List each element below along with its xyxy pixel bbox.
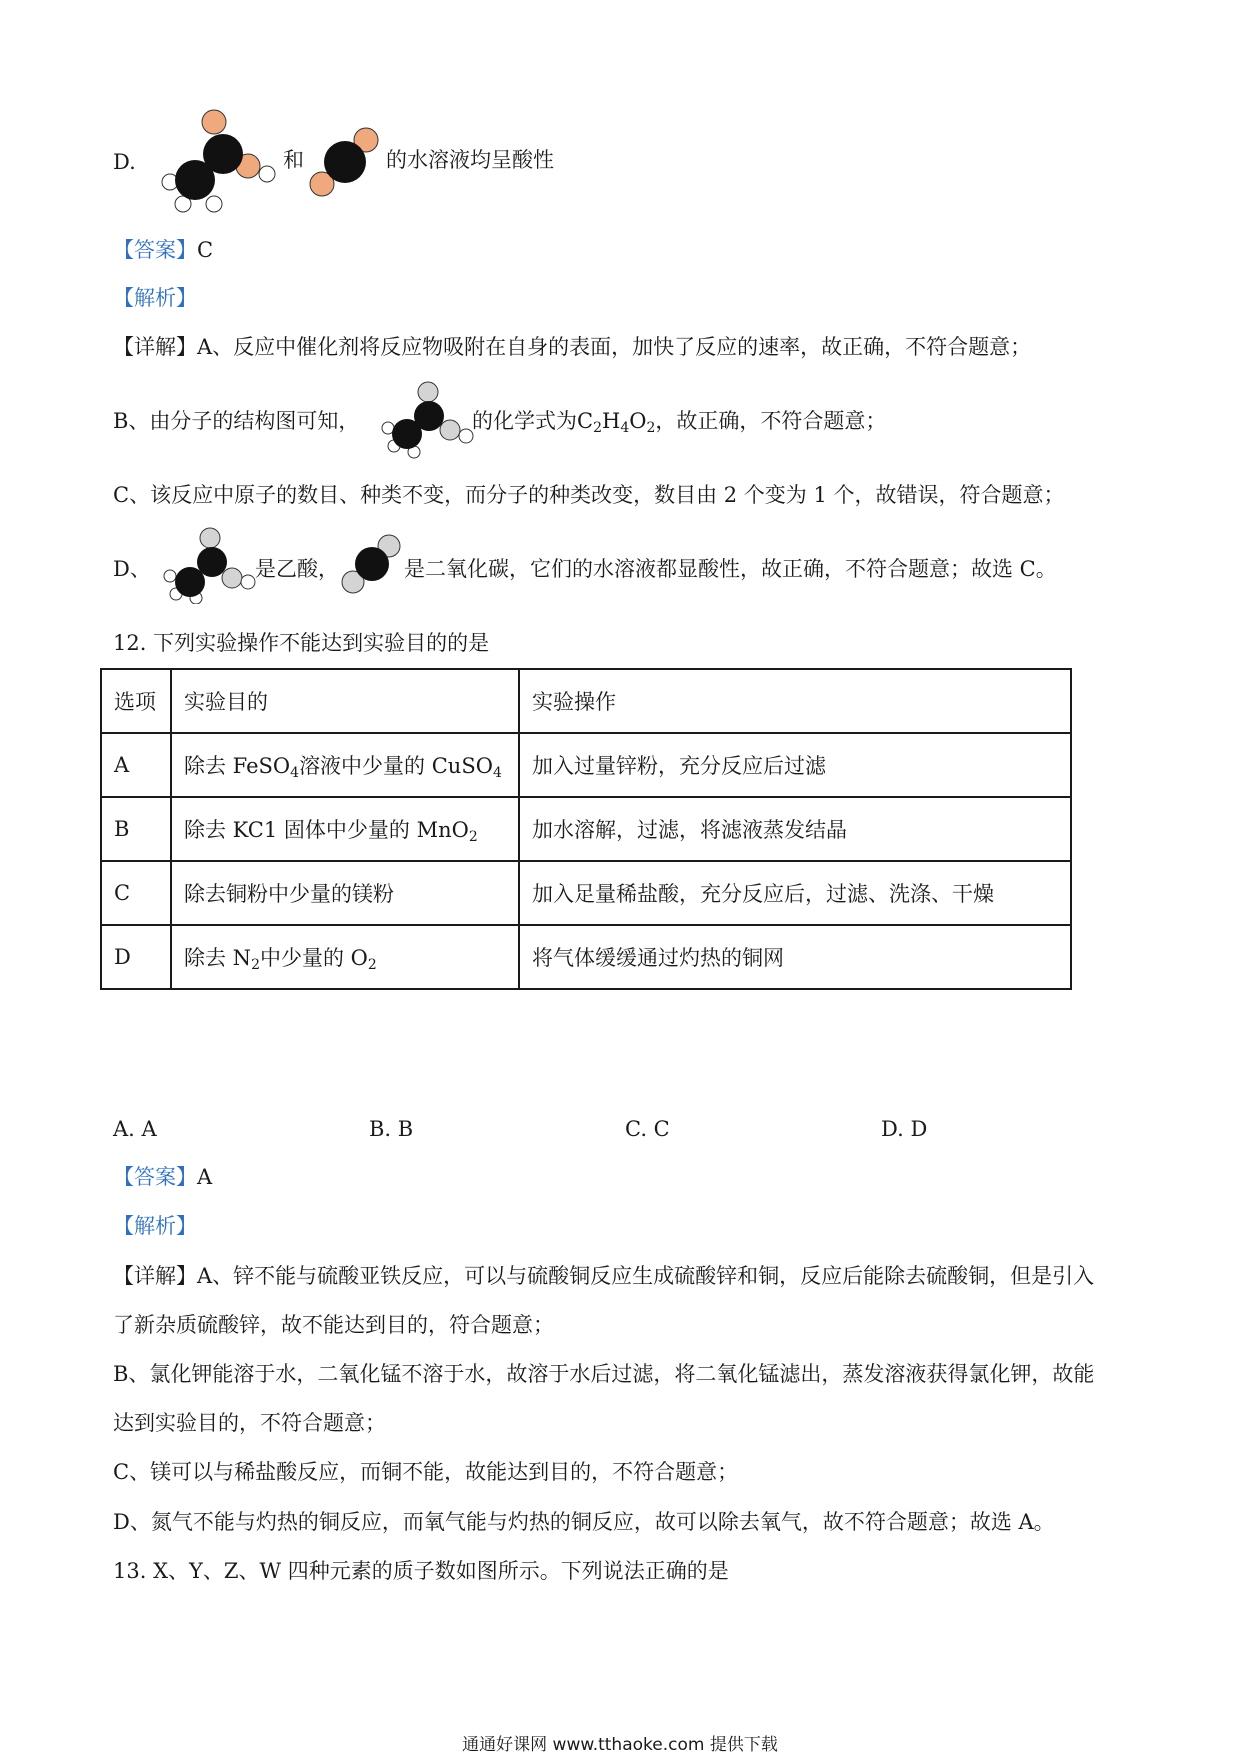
- goal-a: 除去 FeSO$_4$溶液中少量的 CuSO$_4$: [171, 733, 519, 797]
- goal-b: 除去 KC1 固体中少量的 MnO$_2$: [171, 797, 519, 861]
- detail-12-d: D、氮气不能与灼热的铜反应，而氧气能与灼热的铜反应，故可以除去氧气，故不符合题意；故选 A。: [113, 1510, 1055, 1534]
- header-option: 选项: [101, 669, 171, 733]
- page-footer: 通通好课网 www.tthaoke.com 提供下载: [462, 1735, 778, 1755]
- table-row: B 除去 KC1 固体中少量的 MnO$_2$ 加水溶解，过滤，将滤液蒸发结晶: [101, 797, 1071, 861]
- q12-table: [100, 668, 1072, 990]
- analysis-tag-12: 【解析】: [113, 1214, 197, 1238]
- q12-choice-b: B. B: [369, 1117, 414, 1141]
- q11-option-d-conjunction: 和: [283, 148, 304, 172]
- detail-11-a: 【详解】A、反应中催化剂将反应物吸附在自身的表面，加快了反应的速率，故正确，不符合题意；: [113, 335, 1032, 359]
- table-row: A 除去 FeSO$_4$溶液中少量的 CuSO$_4$ 加入过量锌粉，充分反应后过滤: [101, 733, 1071, 797]
- detail-11-d-prefix: D、: [113, 557, 151, 581]
- detail-11-b-formula: 的化学式为$C_2H_4O_2$，故正确，不符合题意；: [472, 409, 887, 436]
- detail-12-b-line2: 达到实验目的，不符合题意；: [113, 1411, 386, 1435]
- detail-12-b-line1: B、氯化钾能溶于水，二氧化锰不溶于水，故溶于水后过滤，将二氧化锰滤出，蒸发溶液获得氯化钾，故能: [113, 1362, 1095, 1386]
- header-goal: 实验目的: [171, 669, 519, 733]
- table-header-row: [101, 669, 1071, 733]
- detail-11-c: C、该反应中原子的数目、种类不变，而分子的种类改变，数目由 2 个变为 1 个，故错误，符合题意；: [113, 483, 1065, 507]
- header-operation: 实验操作: [519, 669, 1071, 733]
- answer-tag: 【答案】: [113, 1165, 197, 1189]
- table-row: C 除去铜粉中少量的镁粉 加入足量稀盐酸，充分反应后，过滤、洗涤、干燥: [101, 861, 1071, 925]
- q13-stem: 13. X、Y、Z、W 四种元素的质子数如图所示。下列说法正确的是: [113, 1559, 729, 1583]
- detail-11-d-acetic: 是乙酸，: [255, 557, 339, 581]
- carbon-dioxide-molecule-grey-image: [338, 532, 406, 598]
- detail-11-b-prefix: B、由分子的结构图可知，: [113, 409, 360, 433]
- q12-choice-c: C. C: [625, 1117, 670, 1141]
- table-row: D 除去 $N_2$中少量的 $O_2$ 将气体缓缓通过灼热的铜网: [101, 925, 1071, 989]
- detail-12-c: C、镁可以与稀盐酸反应，而铜不能，故能达到目的，不符合题意；: [113, 1460, 739, 1484]
- answer-12: [113, 1163, 212, 1191]
- q12-choice-d: D. D: [881, 1117, 928, 1141]
- goal-d: 除去 $N_2$中少量的 $O_2$: [171, 925, 519, 989]
- carbon-dioxide-molecule-image: [305, 125, 385, 201]
- q12-choice-a: A. A: [113, 1117, 157, 1141]
- detail-12-a-line2: 了新杂质硫酸锌，故不能达到目的，符合题意；: [113, 1313, 554, 1337]
- answer-value: A: [197, 1165, 213, 1189]
- acetic-acid-molecule-small-image: [160, 526, 256, 604]
- detail-12-a-line1: 【详解】A、锌不能与硫酸亚铁反应，可以与硫酸铜反应生成硫酸锌和铜，反应后能除去硫酸铜，但是引入: [113, 1264, 1095, 1288]
- q11-option-d-label: D.: [113, 150, 136, 174]
- analysis-tag-11: 【解析】: [113, 286, 197, 310]
- acetic-acid-molecule-grey-image: [380, 380, 476, 460]
- answer-tag: 【答案】: [113, 238, 197, 262]
- answer-11: [113, 236, 213, 264]
- detail-11-d-co2: 是二氧化碳，它们的水溶液都显酸性，故正确，不符合题意；故选 C。: [404, 557, 1057, 581]
- q11-option-d-text: 的水溶液均呈酸性: [386, 148, 554, 172]
- acetic-acid-molecule-image: [155, 108, 285, 218]
- q12-stem: 12. 下列实验操作不能达到实验目的的是: [113, 631, 490, 655]
- answer-value: C: [197, 238, 214, 262]
